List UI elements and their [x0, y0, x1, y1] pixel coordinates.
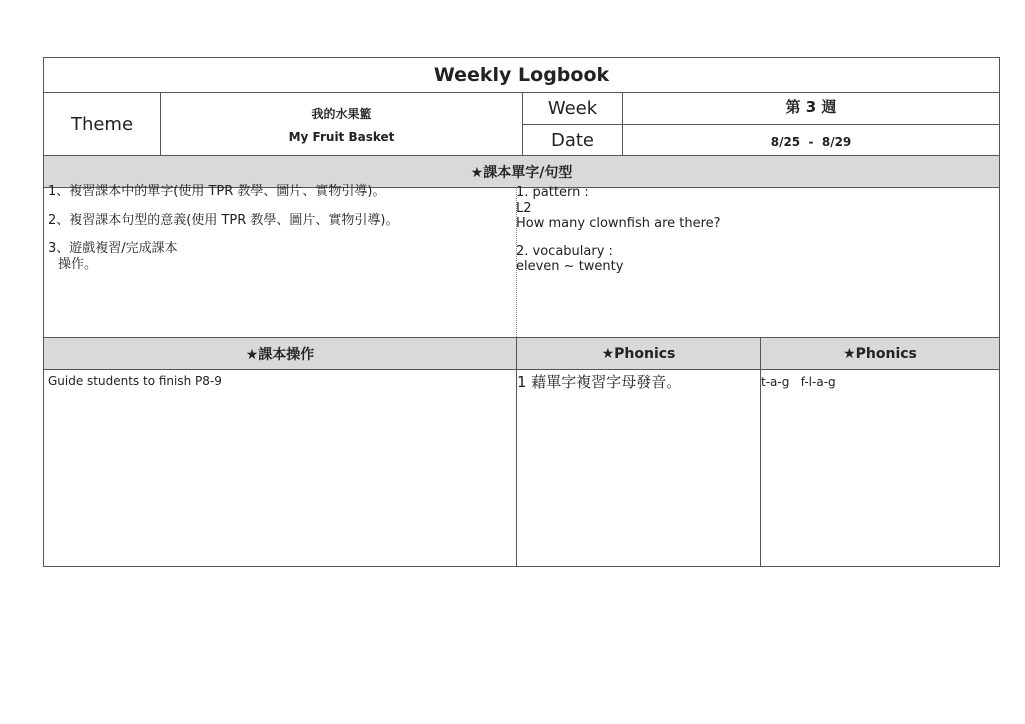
page-title: Weekly Logbook: [433, 64, 610, 86]
pattern-vocab-cell: [516, 185, 996, 335]
pattern-lesson: L2: [516, 200, 532, 216]
phonics-text-1: 1 藉單字複習字母發音。: [517, 373, 682, 391]
review-step-1: 1、複習課本中的單字(使用 TPR 教學、圖片、實物引導)。: [48, 184, 386, 199]
week-label: Week: [547, 98, 598, 119]
pattern-sentence: How many clownfish are there?: [516, 216, 721, 232]
theme-chinese: 我的水果籃: [311, 106, 372, 121]
phonics-header-2: ★Phonics: [843, 345, 917, 362]
divider-bottom-2: [760, 337, 761, 567]
date-value: 8/25 - 8/29: [770, 134, 852, 149]
review-step-3: 3、遊戲複習/完成課本: [48, 241, 178, 257]
pattern-heading: 1. pattern :: [516, 185, 589, 200]
textbook-header: ★課本操作: [245, 346, 315, 363]
theme-english: My Fruit Basket: [288, 129, 395, 144]
rule-bottom-header: [43, 369, 1000, 370]
review-steps: [48, 184, 513, 334]
vocab-heading: 2. vocabulary :: [516, 243, 613, 259]
week-value: 第 3 週: [785, 97, 837, 116]
review-step-2: 2、複習課本句型的意義(使用 TPR 教學、圖片、實物引導)。: [48, 212, 399, 228]
date-label: Date: [550, 129, 595, 151]
textbook-text: Guide students to finish P8-9: [48, 374, 222, 388]
vocab-section-header: ★課本單字/句型: [470, 164, 573, 181]
phonics-text-2: t-a-g f-l-a-g: [761, 375, 836, 389]
theme-cell: [161, 93, 522, 155]
review-step-3-cont: 操作。: [58, 256, 98, 272]
theme-label: Theme: [70, 113, 134, 135]
vocab-words: eleven ~ twenty: [516, 259, 624, 275]
phonics-header-1: ★Phonics: [601, 345, 676, 362]
